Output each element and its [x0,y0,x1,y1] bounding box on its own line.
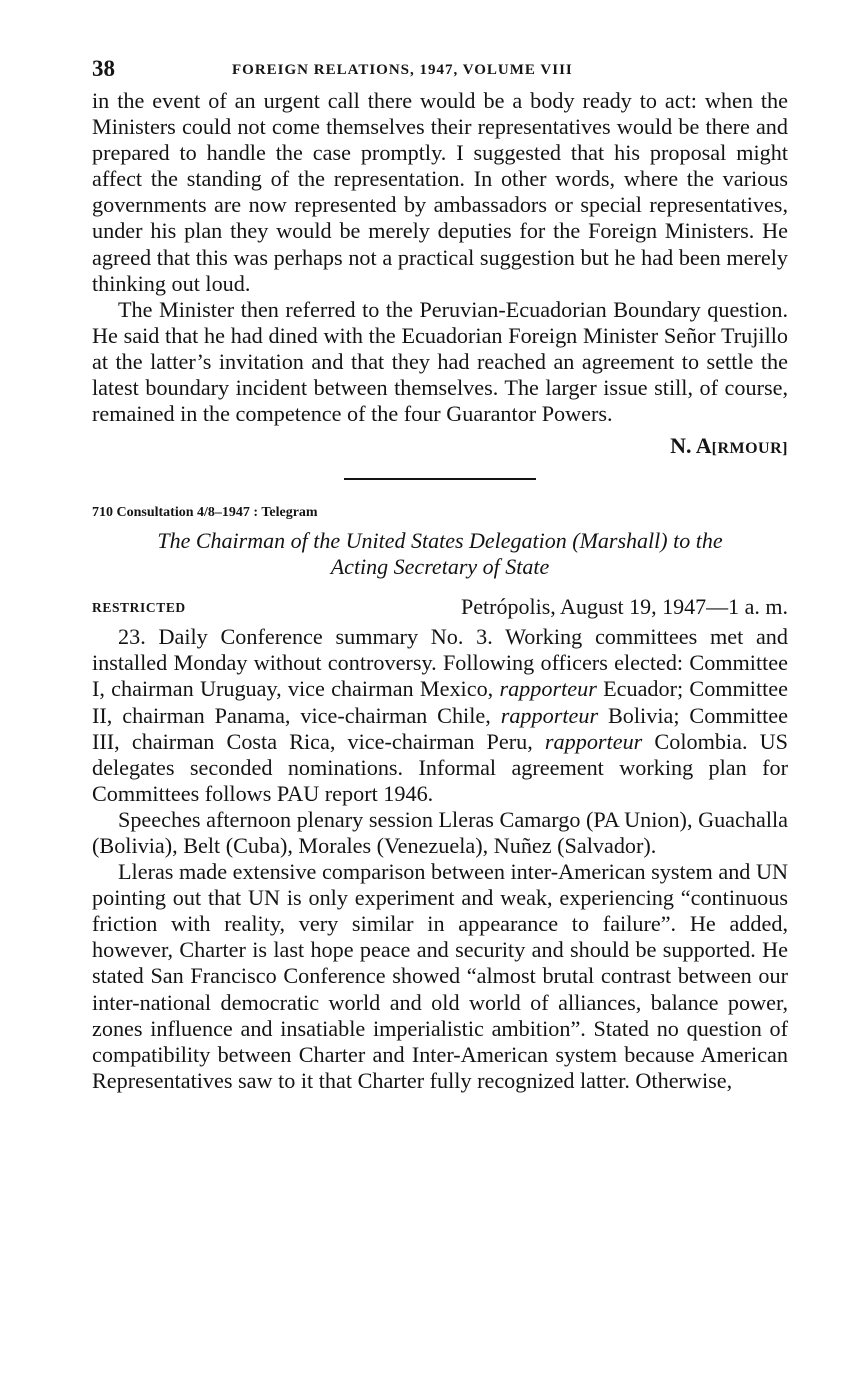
signature-initial: N. A [670,433,712,459]
rapporteur-term: rapporteur [544,728,643,754]
continuation-paragraph: in the event of an urgent call there would be a body ready to act: when the Ministers could not come themselves their representatives would be there and prepared to handle the case promptly. I suggested that his proposal might affect the standing of the representation. In other words, where the various governments are now represented by ambassadors or special representatives, under his plan they would be merely deputies for the Foreign Ministers. He agreed that this was perhaps not a practical suggestion but he had been merely thinking out loud. [92,88,788,296]
classification-label: RESTRICTED [92,600,186,616]
rapporteur-term: rapporteur [500,702,599,728]
speeches-paragraph: Speeches afternoon plenary session Lleras Camargo (PA Union), Guachalla (Bolivia), Belt (Cuba), Morales (Venezuela), Nuñez (Salvador). [92,806,788,858]
summary-paragraph [92,624,788,807]
place-date: Petrópolis, August 19, 1947—1 a. m. [461,594,788,620]
summary-text-b: Ecuador; Committee II, chairman Panama, vice-chairman Chile, [92,676,788,728]
rapporteur-term: rapporteur [499,676,597,702]
document-title-line-2: Acting Secretary of State [330,554,550,580]
summary-text-d: Colombia. US delegates seconded nominations. Informal agreement working plan for Committees follows PAU report 1946. [92,728,788,806]
page-number: 38 [92,56,115,81]
dateline [92,594,788,624]
lleras-paragraph: Lleras made extensive comparison between inter-American system and UN pointing out that UN is only experiment and weak, experiencing “continuous friction with reality, very similar in appearance to failure”. He added, however, Charter is last hope peace and security and should be supported. He stated San Francisco Conference showed “almost brutal contrast between our inter-national democratic world and old world of alliances, balance power, zones influence and insatiable imperialistic ambition”. Stated no question of compatibility between Charter and Inter-American system because American Representatives saw to it that Charter fully recognized latter. Otherwise, [92,859,788,1093]
section-divider [344,478,536,480]
running-head: FOREIGN RELATIONS, 1947, VOLUME VIII [232,62,573,78]
summary-text-a: 23. Daily Conference summary No. 3. Working committees met and installed Monday without controversy. Following officers elected: Committee I, chairman Uruguay, vice chairman Mexico, [92,624,788,702]
telegram-body [92,624,788,1094]
document-title [92,528,788,580]
document-title-line-1: The Chairman of the United States Delegation (Marshall) to the [157,528,723,554]
signature [92,431,788,464]
document-id: 710 Consultation 4/8–1947 : Telegram [92,505,318,521]
page-header [92,56,788,88]
summary-text-c: Bolivia; Committee III, chairman Costa Rica, vice-chairman Peru, [92,702,789,754]
continuation-text [92,88,788,427]
page [92,56,788,1094]
signature-bracket: [RMOUR] [711,440,788,458]
boundary-paragraph: The Minister then referred to the Peruvian-Ecuadorian Boundary question. He said that he had dined with the Ecuadorian Foreign Minister Señor Trujillo at the latter’s invitation and that they had reached an agreement to settle the latest boundary incident between themselves. The larger issue still, of course, remained in the competence of the four Guarantor Powers. [92,296,788,427]
